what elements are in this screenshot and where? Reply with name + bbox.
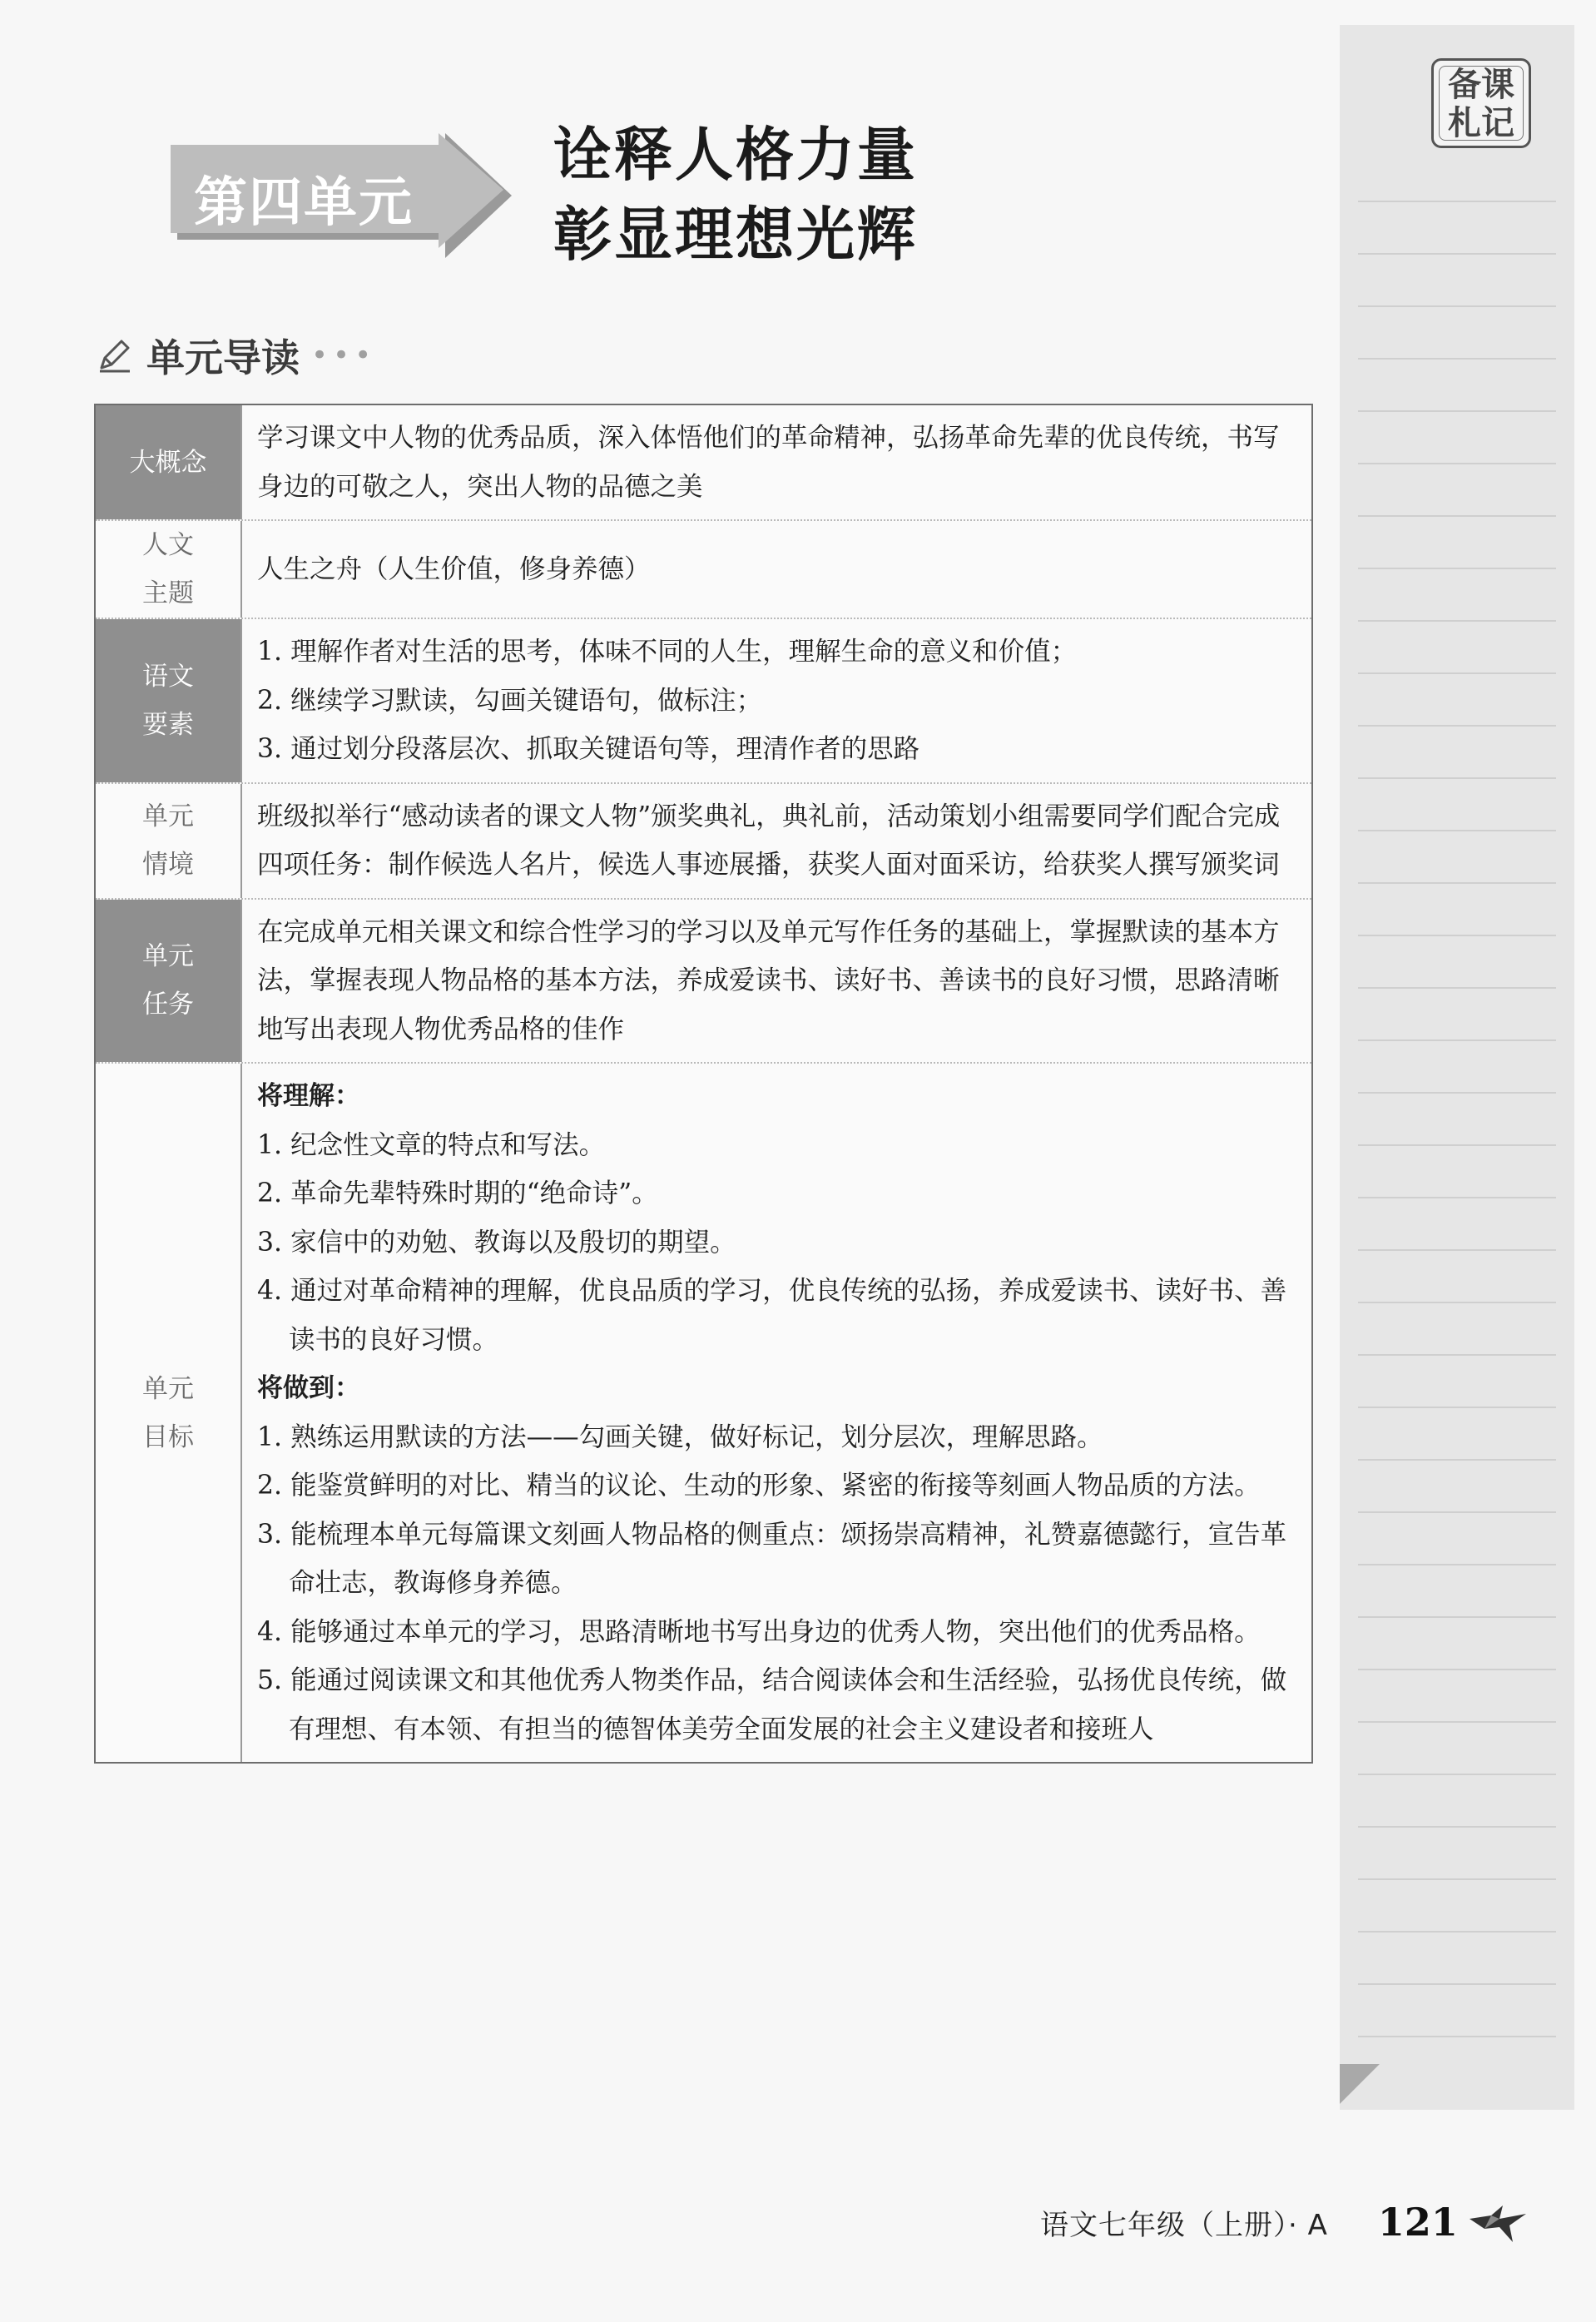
row-header [96, 784, 242, 898]
list-item: 2. 继续学习默读，勾画关键语句，做标注； [257, 685, 763, 716]
list-item: 3. 通过划分段落层次、抓取关键语句等，理清作者的思路 [257, 734, 920, 764]
row-header-text: 情境 [142, 850, 194, 880]
page-number: 121 [1377, 2200, 1458, 2245]
list-item: 3. 家信中的劝勉、教诲以及殷切的期望。 [257, 1227, 736, 1258]
content-line: 在完成单元相关课文和综合性学习的学习以及单元写作任务的基础上，掌握默读的基本方法，掌握表现人物品格的基本方法，养成爱读书、读好书、善读书的良好习惯，思路清晰地写出表现人物优秀品格的佳作 [257, 916, 1280, 1044]
table-row-unit-goals [96, 1064, 1311, 1762]
row-content [242, 619, 1311, 782]
notes-badge-line1: 备课 [1448, 66, 1514, 104]
bird-icon [1466, 2197, 1533, 2247]
row-header-text: 单元 [142, 1373, 194, 1404]
notes-margin [1340, 25, 1574, 2110]
subheading-understand: 将理解： [257, 1081, 360, 1111]
section-title: 单元导读 [146, 335, 300, 380]
section-heading [93, 326, 376, 385]
unit-title-line2: 彰显理想光辉 [553, 201, 918, 269]
row-header [96, 405, 242, 519]
list-item: 1. 纪念性文章的特点和写法。 [257, 1129, 606, 1160]
row-header-text: 语文 [142, 661, 194, 692]
list-item: 2. 革命先辈特殊时期的“绝命诗”。 [257, 1178, 658, 1208]
notes-badge [1431, 58, 1531, 148]
notes-ruled-lines [1358, 150, 1556, 2052]
list-item: 5. 能通过阅读课文和其他优秀人物类作品，结合阅读体会和生活经验，弘扬优良传统，做有理想、有本领、有担当的德智体美劳全面发展的社会主义建设者和接班人 [257, 1665, 1287, 1744]
row-header-text: 目标 [142, 1421, 194, 1452]
row-header-text: 主题 [142, 578, 194, 608]
row-content [242, 521, 1311, 618]
unit-label-banner [171, 133, 520, 258]
notes-badge-line2: 札记 [1448, 104, 1514, 142]
page-footer [1040, 2189, 1533, 2255]
row-header-text: 大概念 [129, 447, 207, 478]
content-line: 人生之舟（人生价值，修身养德） [257, 553, 651, 584]
row-content [242, 784, 1311, 898]
subheading-achieve: 将做到： [257, 1373, 360, 1403]
row-header [96, 900, 242, 1063]
unit-title-line1: 诠释人格力量 [553, 121, 918, 189]
unit-label: 第四单元 [194, 172, 414, 234]
unit-title [553, 115, 918, 275]
row-header-text: 任务 [142, 990, 194, 1020]
page-fold-corner [1340, 2064, 1380, 2104]
row-content [242, 405, 1311, 519]
row-content [242, 900, 1311, 1063]
section-dots: ••• [311, 339, 377, 372]
table-row-humanistic-theme [96, 521, 1311, 619]
list-item: 2. 能鉴赏鲜明的对比、精当的议论、生动的形象、紧密的衔接等刻画人物品质的方法。 [257, 1471, 1261, 1501]
row-header [96, 521, 242, 618]
table-row-unit-context [96, 784, 1311, 900]
row-header-text: 单元 [142, 941, 194, 972]
row-header-text: 单元 [142, 801, 194, 831]
content-line: 学习课文中人物的优秀品质，深入体悟他们的革命精神，弘扬革命先辈的优良传统，书写身边的可敬之人，突出人物的品德之美 [257, 423, 1280, 502]
table-row-big-concept [96, 405, 1311, 521]
unit-guide-table [94, 404, 1313, 1764]
list-item: 1. 熟练运用默读的方法——勾画关键，做好标记，划分层次，理解思路。 [257, 1421, 1103, 1452]
book-title: 语文七年级（上册）· A [1040, 2208, 1328, 2242]
pencil-icon [93, 335, 135, 376]
row-content [242, 1064, 1311, 1762]
list-item: 1. 理解作者对生活的思考，体味不同的人生，理解生命的意义和价值； [257, 637, 1078, 667]
row-header [96, 619, 242, 782]
table-row-unit-task [96, 900, 1311, 1064]
table-row-language-elements [96, 619, 1311, 784]
row-header [96, 1064, 242, 1762]
row-header-text: 人文 [142, 530, 194, 560]
row-header-text: 要素 [142, 709, 194, 740]
list-item: 4. 通过对革命精神的理解，优良品质的学习，优良传统的弘扬，养成爱读书、读好书、善读书的良好习惯。 [257, 1276, 1287, 1355]
list-item: 4. 能够通过本单元的学习，思路清晰地书写出身边的优秀人物，突出他们的优秀品格。 [257, 1616, 1261, 1647]
list-item: 3. 能梳理本单元每篇课文刻画人物品格的侧重点：颂扬崇高精神，礼赞嘉德懿行，宣告革命壮志，教诲修身养德。 [257, 1519, 1287, 1598]
content-line: 班级拟举行“感动读者的课文人物”颁奖典礼，典礼前，活动策划小组需要同学们配合完成四项任务：制作候选人名片，候选人事迹展播，获奖人面对面采访，给获奖人撰写颁奖词 [257, 801, 1281, 880]
